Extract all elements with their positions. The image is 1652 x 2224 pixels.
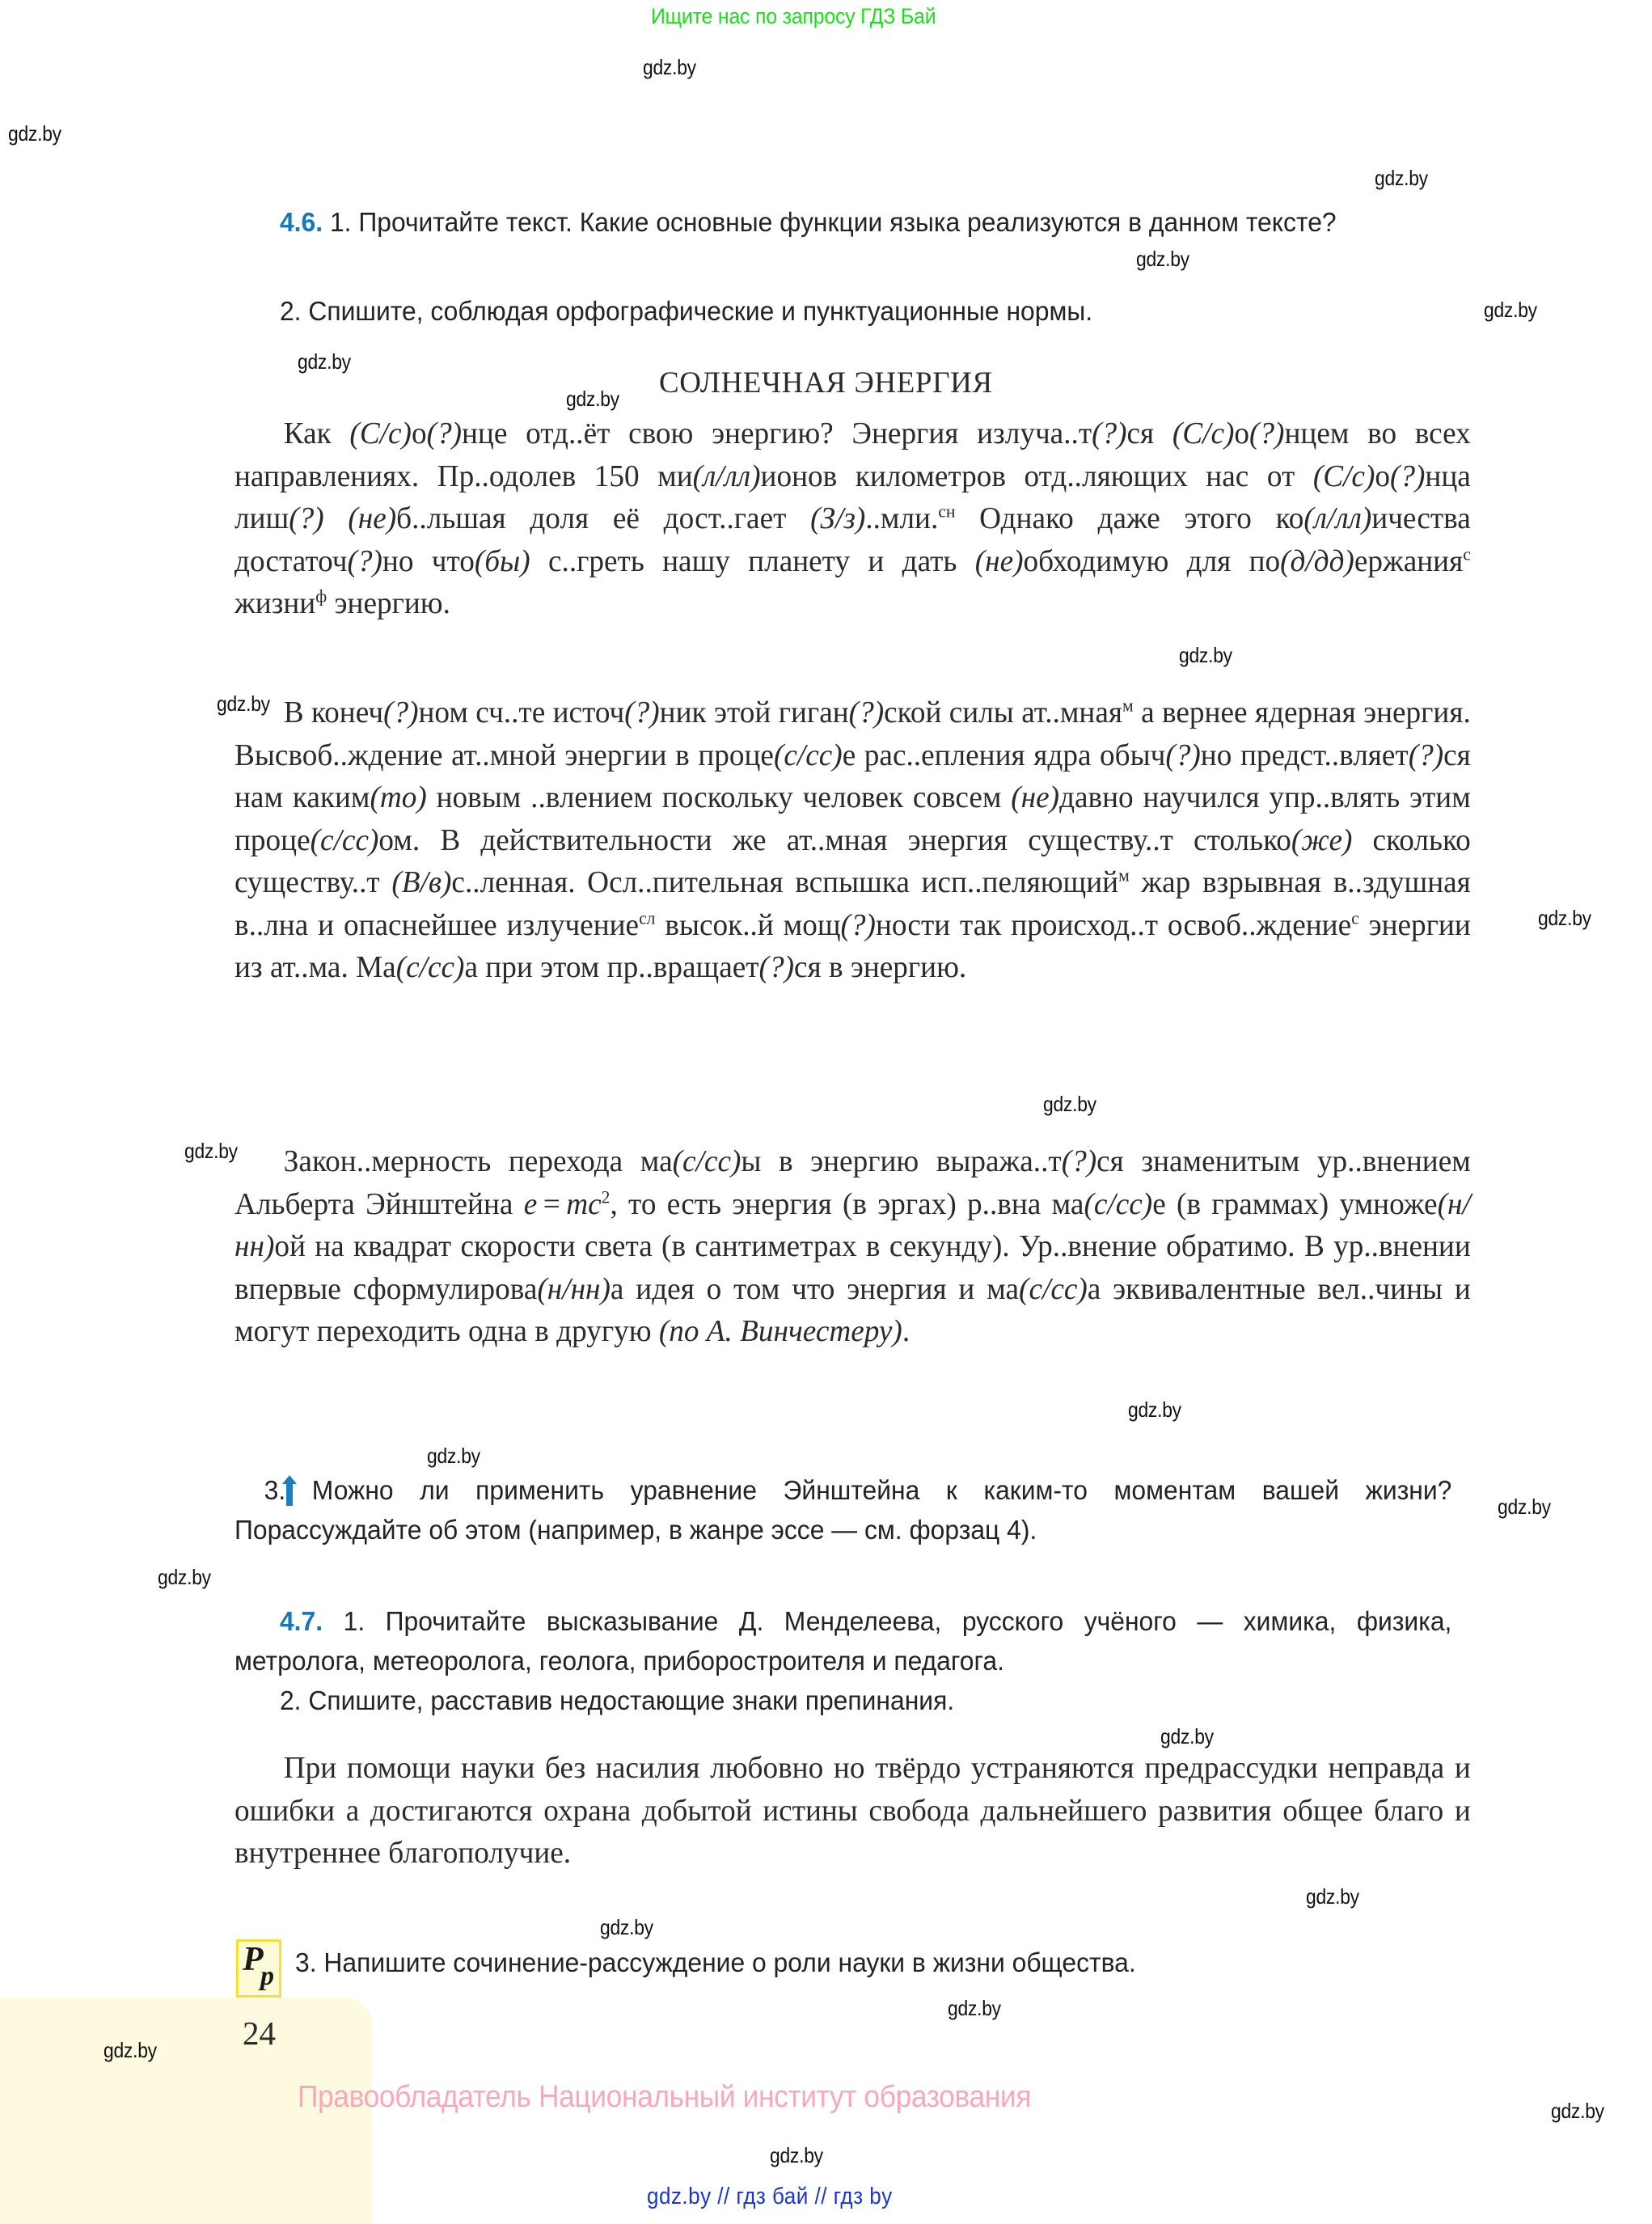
watermark: gdz.by — [427, 1444, 480, 1468]
watermark: gdz.by — [1179, 643, 1232, 667]
watermark: gdz.by — [643, 55, 696, 79]
exercise-4-6-task-1 — [234, 202, 1451, 242]
task-2-text: 2. Спишите, расставив недостающие знаки препинания. — [279, 1685, 955, 1715]
watermark: gdz.by — [1538, 906, 1591, 930]
watermark: gdz.by — [1306, 1884, 1359, 1909]
exercise-4-7-task-1 — [234, 1601, 1451, 1681]
task-1-text: 1. Прочитайте высказывание Д. Менделеева, русского учёного — химика, физика, метролога, метеоролога, геолога, приборостроителя и педагога. — [234, 1606, 1452, 1676]
watermark: gdz.by — [217, 691, 270, 716]
watermark: gdz.by — [1043, 1092, 1096, 1116]
exercise-4-7-task-2 — [234, 1681, 1451, 1720]
rr-speech-icon — [236, 1939, 281, 1998]
footer-links[interactable]: gdz.by // гдз бай // гдз by — [647, 2184, 893, 2209]
watermark: gdz.by — [1160, 1724, 1214, 1748]
rr-icon-upper-letter: Р — [243, 1941, 264, 1978]
exercise-4-6-task-2 — [234, 291, 1451, 331]
watermark: gdz.by — [1136, 247, 1189, 271]
watermark: gdz.by — [8, 121, 61, 146]
copyright-watermark: Правообладатель Национальный институт образования — [298, 2080, 1032, 2114]
task-3-text: 3. Напишите сочинение-рассуждение о роли науки в жизни общества. — [295, 1947, 1136, 1977]
watermark: gdz.by — [1375, 166, 1428, 190]
watermark: gdz.by — [566, 387, 619, 411]
exercise-4-7-task-3 — [295, 1943, 1458, 1982]
solar-energy-paragraph-2: В конеч(?)ном сч..те источ(?)ник этой гиган(?)ской силы ат..мная$^м$ а вернее ядерная энергия. Высвоб..ждение ат..мной энергии в проце(с/сс)е рас..епления ядра обыч(?)но предст..вляет(?)ся нам каким(то) новым ..влением поскольку человек совсем (не)давно научился упр..влять этим проце(с/сс)ом. В действительности же ат..мная энергия существу..т столько(же) сколько существу..т (В/в)с..ленная. Осл..пительная вспышка исп..пеляющий$^м$ жар взрывная в..здушная в..лна и опаснейшее излучение$^{сл}$ высок..й мощ(?)ности так происход..т освоб..ждение$^с$ энергии из ат..ма. Ма(с/сс)а при этом пр..вращает(?)ся в энергию. — [234, 695, 1471, 984]
watermark: gdz.by — [158, 1565, 211, 1589]
watermark: gdz.by — [184, 1139, 238, 1163]
solar-energy-paragraph-1: Как (С/с)о(?)нце отд..ёт свою энергию? Энергия излуча..т(?)ся (С/с)о(?)нцем во всех направлениях. Пр..одолев 150 ми(л/лл)ионов километров отд..ляющих нас от (С/с)о(?)нца лиш(?) (не)б..льшая доля её дост..гает (З/з)..мли.$^{сн}$ Однако даже этого ко(л/лл)ичества достаточ(?)но что(бы) с..греть нашу планету и дать (не)обходимую для по(д/дд)ержания$^с$ жизни$^ф$ энергию. — [234, 416, 1471, 620]
watermark: gdz.by — [770, 2143, 823, 2167]
task-1-text: 1. Прочитайте текст. Какие основные функции языка реализуются в данном тексте? — [329, 207, 1337, 237]
task-2-text: 2. Спишите, соблюдая орфографические и пунктуационные нормы. — [279, 296, 1093, 326]
promo-banner-text: Ищите нас по запросу ГДЗ Бай — [651, 4, 936, 28]
exercise-4-6-number: 4.6. — [279, 207, 323, 237]
watermark: gdz.by — [948, 1996, 1001, 2020]
exercise-4-6-task-3 — [234, 1470, 1451, 1550]
task-3-text: 3. Можно ли применить уравнение Эйнштейна к каким-то моментам вашей жизни? Порассуждайте об этом (например, в жанре эссе — см. форзац 4). — [234, 1475, 1452, 1545]
watermark: gdz.by — [1128, 1397, 1181, 1422]
watermark: gdz.by — [1551, 2099, 1604, 2123]
mendeleev-quote — [234, 1747, 1471, 1875]
solar-energy-paragraph-3: Закон..мерность перехода ма(с/сс)ы в энергию выража..т(?)ся знаменитым ур..внением Альберта Эйнштейна $e = mc^2$, то есть энергия (в эргах) р..вна ма(с/сс)е (в граммах) умноже(н/нн)ой на квадрат скорости света (в сантиметрах в секунду). Ур..внение обратимо. В ур..внении впервые сформулирова(н/нн)а идея о том что энергия и ма(с/сс)а эквивалентные вел..чины и могут переходить одна в другую (по А. Винчестеру). — [234, 1144, 1471, 1348]
watermark: gdz.by — [600, 1915, 653, 1939]
watermark: gdz.by — [104, 2038, 157, 2062]
watermark: gdz.by — [1484, 298, 1537, 322]
watermark: gdz.by — [298, 349, 351, 374]
page-number: 24 — [243, 2015, 276, 2052]
rr-icon-lower-letter: р — [260, 1961, 274, 1991]
exercise-4-7-number: 4.7. — [279, 1606, 323, 1636]
text-title: СОЛНЕЧНАЯ ЭНЕРГИЯ — [659, 366, 993, 400]
watermark: gdz.by — [1498, 1495, 1551, 1519]
quote-text: При помощи науки без насилия любовно но твёрдо устраняются предрассудки неправда и ошибки а достигаются охрана добытой истины свобода дальнейшего развития общее благо и внутреннее благополучие. — [234, 1751, 1471, 1870]
